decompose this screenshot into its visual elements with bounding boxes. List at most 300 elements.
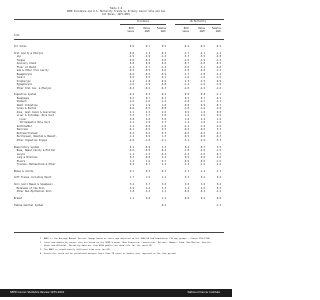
mortality-cell: -0.9 bbox=[183, 159, 189, 163]
mortality-cell: -1.6 bbox=[183, 58, 189, 62]
mortality-cell: 1.4 bbox=[184, 186, 189, 190]
site-label: Pleura bbox=[14, 159, 26, 163]
incidence-cell: 2.2 bbox=[145, 190, 150, 194]
site-label: Bones & Joints bbox=[14, 169, 34, 173]
footnote bbox=[40, 238, 218, 241]
mortality-cell: -3.3 bbox=[215, 138, 221, 142]
mortality-cell: 0.5 bbox=[216, 186, 221, 190]
mortality-col-header: Both Sexes bbox=[182, 27, 189, 33]
mortality-cell: 0.9 bbox=[216, 114, 221, 118]
footnote-text: The AAPC is significantly different from zero (p<.05). bbox=[44, 249, 112, 252]
incidence-cell: -1.8 bbox=[144, 138, 150, 142]
mortality-cell: -0.2 bbox=[199, 190, 205, 194]
mortality-cell: -2.8 bbox=[183, 100, 189, 104]
site-label: Other Oral Cav. & Pharynx bbox=[14, 86, 52, 90]
incidence-cell: 2.3 bbox=[161, 121, 166, 125]
incidence-cell: 3.0 bbox=[161, 183, 166, 187]
incidence-cell: 0.1 bbox=[129, 145, 134, 149]
incidence-cell: -1.6 bbox=[128, 100, 134, 104]
mortality-cell: -1.7 bbox=[183, 72, 189, 76]
incidence-cell: -1.8 bbox=[144, 79, 150, 83]
incidence-cell: -0.8 bbox=[160, 107, 166, 111]
data-table bbox=[14, 45, 224, 207]
incidence-group-header: Incidence bbox=[137, 20, 149, 23]
incidence-cell: -0.6 bbox=[128, 72, 134, 76]
site-label: Hypopharynx bbox=[14, 83, 32, 87]
incidence-cell: -0.8 bbox=[144, 156, 150, 160]
incidence-cell: 1.2 bbox=[161, 163, 166, 167]
mortality-cell: -2.9 bbox=[199, 138, 205, 142]
incidence-cell: 0.7 bbox=[161, 159, 166, 163]
mortality-cell: -2.0 bbox=[183, 86, 189, 90]
incidence-cell: -2.0 bbox=[128, 138, 134, 142]
site-label: Colon & Rectum bbox=[14, 107, 37, 111]
mortality-cell: -2.6 bbox=[215, 124, 221, 128]
mortality-cell: 0.4 bbox=[184, 145, 189, 149]
table-row bbox=[14, 170, 224, 174]
mortality-cell: -1.6 bbox=[199, 83, 205, 87]
mortality-cell: 1.4 bbox=[216, 121, 221, 125]
mortality-cell: -0.6 bbox=[199, 128, 205, 132]
incidence-cell: 0.5 bbox=[145, 76, 150, 80]
incidence-cell: -0.9 bbox=[160, 72, 166, 76]
mortality-cell: -0.7 bbox=[183, 62, 189, 66]
mortality-cell: -2.7 bbox=[199, 100, 205, 104]
mortality-cell: -2.0 bbox=[215, 107, 221, 111]
footnote-number: 2 bbox=[40, 242, 42, 245]
table-caption bbox=[0, 7, 232, 16]
mortality-cell: -0.2 bbox=[215, 45, 221, 48]
incidence-cell: 1.8 bbox=[129, 190, 134, 194]
footnote-number: 3 bbox=[40, 249, 42, 252]
site-label: Lip bbox=[14, 55, 21, 59]
incidence-cell: -1.6 bbox=[160, 124, 166, 128]
header-rule bbox=[14, 39, 224, 40]
mortality-cell: -1.6 bbox=[199, 107, 205, 111]
incidence-cell: -0.4 bbox=[160, 152, 166, 156]
footnote bbox=[40, 253, 218, 256]
site-label: Lung & Bronchus bbox=[14, 156, 38, 160]
mortality-cell: -1.4 bbox=[199, 169, 205, 173]
incidence-cell: -1.4 bbox=[160, 65, 166, 69]
incidence-cell: 1.4 bbox=[129, 159, 134, 163]
incidence-cell: 1.9 bbox=[129, 103, 134, 107]
incidence-cell: 0.7 bbox=[145, 163, 150, 167]
mortality-cell: -1.6 bbox=[199, 76, 205, 80]
site-label: Esophagus bbox=[14, 96, 30, 100]
mortality-cell: -1.5 bbox=[199, 79, 205, 83]
incidence-cell: -0.9 bbox=[144, 145, 150, 149]
incidence-cell: 0.5 bbox=[129, 76, 134, 80]
mortality-cell: 0.4 bbox=[200, 176, 205, 180]
mortality-cell: 0.2 bbox=[216, 176, 221, 180]
incidence-cell: -0.1 bbox=[160, 96, 166, 100]
incidence-cell: 0.1 bbox=[129, 169, 134, 173]
incidence-cell: 3.0 bbox=[161, 117, 166, 121]
incidence-group-rule bbox=[120, 24, 166, 25]
mortality-cell: -0.6 bbox=[199, 159, 205, 163]
incidence-cell: -1.1 bbox=[128, 152, 134, 156]
site-label: Trachea, Mediastinum & Other bbox=[14, 163, 56, 167]
incidence-cell: 1.9 bbox=[145, 176, 150, 180]
site-label: Retroperitoneum bbox=[14, 131, 38, 135]
mortality-cell: -0.7 bbox=[215, 152, 221, 156]
site-label: Digestive System bbox=[14, 93, 37, 97]
bottom-rule bbox=[14, 232, 224, 233]
mortality-cell: -1.1 bbox=[215, 93, 221, 97]
incidence-cell: -2.2 bbox=[128, 65, 134, 69]
incidence-cell: -0.6 bbox=[128, 107, 134, 111]
incidence-cell: 1.1 bbox=[129, 196, 134, 200]
incidence-cell: -0.8 bbox=[128, 51, 134, 55]
incidence-cell: 4.0 bbox=[145, 117, 150, 121]
mortality-cell: -3.5 bbox=[199, 55, 205, 59]
mortality-cell: -1.5 bbox=[199, 163, 205, 167]
mortality-cell: -1.3 bbox=[183, 169, 189, 173]
mortality-cell: -3.1 bbox=[183, 138, 189, 142]
table-number: Table I-6 bbox=[109, 7, 123, 10]
site-label: Peritoneum, Omentum & Mesent. bbox=[14, 135, 57, 139]
mortality-cell: -2.2 bbox=[199, 86, 205, 90]
table-row bbox=[14, 190, 224, 194]
mortality-cell: -3.0 bbox=[183, 65, 189, 69]
incidence-cell: 3.7 bbox=[145, 114, 150, 118]
mortality-cell: -2.8 bbox=[215, 55, 221, 59]
footer-publication: SEER Cancer Statistics Review 1975-2001 bbox=[10, 291, 65, 294]
incidence-cell: -1.4 bbox=[160, 55, 166, 59]
table-row bbox=[14, 204, 224, 208]
mortality-cell: -0.7 bbox=[199, 145, 205, 149]
incidence-cell: 3.5 bbox=[129, 114, 134, 118]
incidence-cell: -0.6 bbox=[128, 149, 134, 153]
site-label: Tongue bbox=[14, 58, 26, 62]
mortality-cell: -0.8 bbox=[199, 135, 205, 139]
mortality-cell: 1.6 bbox=[200, 183, 205, 187]
mortality-cell: -1.3 bbox=[215, 169, 221, 173]
mortality-cell: -1.6 bbox=[183, 76, 189, 80]
incidence-cell: 1.4 bbox=[161, 176, 166, 180]
site-label: Small Intestine bbox=[14, 103, 38, 107]
site-label: Melanoma of the Skin bbox=[14, 186, 45, 190]
incidence-cell: 0.9 bbox=[145, 135, 150, 139]
incidence-cell: 0.3 bbox=[129, 156, 134, 160]
mortality-cell: -0.8 bbox=[215, 196, 221, 200]
incidence-cell: -0.2 bbox=[160, 149, 166, 153]
mortality-group-header: US Mortality bbox=[190, 20, 206, 23]
mortality-cell: -1.2 bbox=[215, 190, 221, 194]
site-label: Female Genital System bbox=[14, 203, 44, 207]
mortality-cell: 0.7 bbox=[200, 96, 205, 100]
mortality-cell: 1.0 bbox=[200, 121, 205, 125]
mortality-cell: -1.3 bbox=[215, 203, 221, 207]
incidence-cell: -0.5 bbox=[128, 69, 134, 73]
footnote bbox=[40, 242, 218, 247]
mortality-cell: 0.4 bbox=[200, 196, 205, 200]
mortality-cell: -1.6 bbox=[215, 159, 221, 163]
table-row bbox=[14, 139, 224, 143]
mortality-cell: 0.5 bbox=[184, 156, 189, 160]
mortality-cell: -1.2 bbox=[215, 51, 221, 55]
incidence-cell: -0.1 bbox=[160, 169, 166, 173]
mortality-cell: -3.1 bbox=[199, 65, 205, 69]
mortality-cell: 2.0 bbox=[200, 114, 205, 118]
site-label: Tonsil bbox=[14, 76, 26, 80]
incidence-cell: 1.7 bbox=[129, 176, 134, 180]
mortality-cell: 0.3 bbox=[184, 176, 189, 180]
site-label: Other Digestive Organs bbox=[14, 138, 48, 142]
mortality-cell: 0.9 bbox=[184, 110, 189, 114]
incidence-cell: 2.2 bbox=[145, 110, 150, 114]
table-row bbox=[14, 87, 224, 91]
incidence-cell: 2.0 bbox=[161, 110, 166, 114]
incidence-col-header: Females AAPC bbox=[156, 27, 166, 33]
site-label: Breast bbox=[14, 196, 23, 200]
incidence-cell: -1.9 bbox=[144, 83, 150, 87]
mortality-cell: -0.8 bbox=[199, 93, 205, 97]
mortality-cell: -1.8 bbox=[183, 107, 189, 111]
incidence-cell: -0.3 bbox=[160, 51, 166, 55]
incidence-cell: 3.4 bbox=[129, 183, 134, 187]
site-label: Nasopharynx bbox=[14, 72, 32, 76]
incidence-cell: 2.1 bbox=[129, 121, 134, 125]
mortality-col-header: Males AAPC bbox=[198, 27, 205, 33]
incidence-cell: -0.1 bbox=[128, 128, 134, 132]
incidence-cell: 0.7 bbox=[145, 45, 150, 48]
mortality-cell: -2.8 bbox=[215, 65, 221, 69]
incidence-cell: 0.5 bbox=[145, 131, 150, 135]
mortality-cell: -1.8 bbox=[183, 69, 189, 73]
page-footer bbox=[0, 289, 232, 297]
incidence-cell: -0.9 bbox=[144, 149, 150, 153]
mortality-cell: -0.4 bbox=[183, 45, 189, 48]
incidence-cell: -0.9 bbox=[144, 69, 150, 73]
incidence-cell: 2.4 bbox=[161, 156, 166, 160]
mortality-cell: 1.0 bbox=[200, 110, 205, 114]
mortality-cell: -1.4 bbox=[215, 69, 221, 73]
mortality-cell: -0.7 bbox=[215, 103, 221, 107]
incidence-cell: -0.4 bbox=[160, 203, 166, 207]
incidence-cell: 0.3 bbox=[161, 128, 166, 132]
incidence-cell: 1.9 bbox=[145, 103, 150, 107]
incidence-cell: -0.6 bbox=[160, 79, 166, 83]
site-label: Other Non-Epithelial Skin bbox=[14, 190, 52, 194]
incidence-cell: 2.3 bbox=[161, 145, 166, 149]
site-label: Salivary Gland bbox=[14, 62, 37, 66]
incidence-cell: 1.2 bbox=[129, 135, 134, 139]
incidence-cell: 0.6 bbox=[161, 62, 166, 66]
mortality-cell: -0.8 bbox=[183, 103, 189, 107]
table-subtitle: All Races, 1975-2001 bbox=[102, 13, 130, 16]
mortality-cell: -1.5 bbox=[215, 76, 221, 80]
mortality-cell: -0.5 bbox=[199, 131, 205, 135]
incidence-cell: -0.5 bbox=[144, 128, 150, 132]
incidence-cell: -1.6 bbox=[128, 83, 134, 87]
mortality-cell: -0.6 bbox=[199, 156, 205, 160]
mortality-cell: 1.0 bbox=[184, 183, 189, 187]
mortality-cell: -2.0 bbox=[199, 69, 205, 73]
incidence-cell: -2.9 bbox=[144, 55, 150, 59]
incidence-cell: -1.4 bbox=[160, 100, 166, 104]
mortality-cell: -1.0 bbox=[215, 163, 221, 167]
table-row bbox=[14, 176, 224, 180]
incidence-cell: -1.4 bbox=[128, 79, 134, 83]
table-row bbox=[14, 45, 224, 49]
incidence-cell: 0.3 bbox=[161, 131, 166, 135]
incidence-cell: 1.6 bbox=[145, 159, 150, 163]
site-label: Respiratory System bbox=[14, 145, 39, 149]
incidence-cell: 0.6 bbox=[129, 45, 134, 48]
incidence-cell: 1.3 bbox=[161, 135, 166, 139]
site-label: Gallbladder bbox=[14, 124, 32, 128]
mortality-cell: -1.6 bbox=[199, 152, 205, 156]
incidence-cell: 3.8 bbox=[129, 117, 134, 121]
mortality-cell: -1.2 bbox=[215, 58, 221, 62]
incidence-cell: 0.8 bbox=[145, 196, 150, 200]
incidence-cell: -0.5 bbox=[144, 107, 150, 111]
mortality-cell: -0.6 bbox=[183, 131, 189, 135]
site-column-header: Site bbox=[14, 34, 20, 37]
incidence-cell: -1.6 bbox=[144, 100, 150, 104]
incidence-cell: 0.8 bbox=[129, 62, 134, 66]
mortality-cell: 1.2 bbox=[184, 121, 189, 125]
incidence-cell: -1.4 bbox=[128, 124, 134, 128]
mortality-cell: -0.5 bbox=[183, 135, 189, 139]
incidence-cell: -0.3 bbox=[144, 93, 150, 97]
mortality-cell: -2.0 bbox=[199, 149, 205, 153]
mortality-cell: 1.0 bbox=[216, 117, 221, 121]
incidence-cell: 1.9 bbox=[145, 121, 150, 125]
mortality-cell: -0.5 bbox=[215, 62, 221, 66]
table-row bbox=[14, 197, 224, 201]
footnotes bbox=[40, 238, 218, 258]
incidence-cell: 0.1 bbox=[161, 76, 166, 80]
mortality-cell: -0.9 bbox=[199, 103, 205, 107]
incidence-cell: 0.9 bbox=[145, 62, 150, 66]
mortality-cell: 0.8 bbox=[216, 110, 221, 114]
mortality-cell: -1.0 bbox=[199, 62, 205, 66]
site-label: Liver bbox=[14, 117, 27, 121]
incidence-col-header: Males AAPC bbox=[143, 27, 150, 33]
footnote-text: AAPC is the Average Annual Percent Change based on rates age-adjusted to the 2000 US Std Population (19 age groups - Census P25-1130). bbox=[44, 238, 212, 240]
mortality-cell: 2.2 bbox=[200, 117, 205, 121]
footnote-number: 4 bbox=[40, 253, 42, 256]
mortality-cell: 0.2 bbox=[216, 183, 221, 187]
incidence-cell: 0.0 bbox=[161, 58, 166, 62]
mortality-cell: -0.8 bbox=[183, 196, 189, 200]
footnote-number: 1 bbox=[40, 238, 42, 240]
incidence-cell: -0.4 bbox=[128, 93, 134, 97]
incidence-cell: -1.3 bbox=[144, 152, 150, 156]
mortality-cell: 2.0 bbox=[200, 186, 205, 190]
mortality-cell: -1.7 bbox=[183, 51, 189, 55]
incidence-cell: -0.4 bbox=[128, 86, 134, 90]
incidence-cell: -1.3 bbox=[144, 51, 150, 55]
mortality-cell: -1.3 bbox=[183, 163, 189, 167]
incidence-cell: 2.1 bbox=[129, 110, 134, 114]
footnote-text: Statistics could not be calculated because fewer than 16 cases or deaths were reported in the time period. bbox=[44, 253, 177, 256]
incidence-cell: 4.4 bbox=[145, 186, 150, 190]
site-label: Gum & Other Oral Cavity bbox=[14, 69, 49, 73]
site-label: Soft Tissue including Heart bbox=[14, 176, 52, 180]
incidence-cell: -0.6 bbox=[160, 93, 166, 97]
mortality-cell: 2.5 bbox=[216, 145, 221, 149]
site-label: Liver & Intrahep. Bile Duct bbox=[14, 114, 55, 118]
site-label: Intrahepatic Bile Duct bbox=[14, 121, 50, 125]
site-label: Oropharynx bbox=[14, 79, 31, 83]
incidence-col-header: Both Sexes bbox=[127, 27, 134, 33]
mortality-cell: -3.1 bbox=[215, 100, 221, 104]
incidence-cell: -0.6 bbox=[144, 86, 150, 90]
incidence-cell: 3.7 bbox=[145, 183, 150, 187]
mortality-cell: -3.3 bbox=[183, 55, 189, 59]
mortality-cell: 1.6 bbox=[184, 114, 189, 118]
incidence-cell: 1.1 bbox=[161, 190, 166, 194]
footnote bbox=[40, 249, 218, 252]
mortality-cell: -1.6 bbox=[215, 86, 221, 90]
mortality-cell: -0.3 bbox=[215, 135, 221, 139]
mortality-cell: -1.8 bbox=[199, 72, 205, 76]
incidence-cell: -2.7 bbox=[144, 65, 150, 69]
footnote-text: Cases and deaths by cancer site are based on the SEER 9 areas (San Francisco, Connecticut, Detroit, Hawaii, Iowa, New Mexico, Seattle, Utah, and Atlanta). Mortality data are from NCHS public use data file for the total US. bbox=[44, 242, 212, 247]
incidence-cell: 0.7 bbox=[145, 96, 150, 100]
site-label: Anus, Anal Canal & Anorectum bbox=[14, 110, 56, 114]
incidence-cell: 0.5 bbox=[161, 45, 166, 48]
incidence-cell: 0.5 bbox=[129, 96, 134, 100]
mortality-cell: -1.3 bbox=[183, 79, 189, 83]
mortality-cell: -0.5 bbox=[199, 45, 205, 48]
incidence-cell: -0.2 bbox=[144, 58, 150, 62]
site-label: Nose, Nasal Cavity & Mid Ear bbox=[14, 149, 56, 153]
incidence-cell: 1.8 bbox=[161, 103, 166, 107]
incidence-cell: -0.3 bbox=[160, 86, 166, 90]
mortality-cell: -1.0 bbox=[215, 83, 221, 87]
site-label: Skin (excl Basal & Squamous) bbox=[14, 183, 53, 187]
footer-institute: National Cancer Institute bbox=[187, 291, 220, 294]
incidence-cell: 0.9 bbox=[129, 163, 134, 167]
incidence-cell: 0.0 bbox=[161, 69, 166, 73]
mortality-cell: -1.4 bbox=[183, 83, 189, 87]
incidence-cell: 0.4 bbox=[129, 131, 134, 135]
site-label: Floor of Mouth bbox=[14, 65, 37, 69]
mortality-cell: -1.4 bbox=[183, 152, 189, 156]
site-label: Stomach bbox=[14, 100, 27, 104]
mortality-col-header: Females AAPC bbox=[211, 27, 221, 33]
incidence-cell: 0.2 bbox=[145, 169, 150, 173]
mortality-cell: -0.1 bbox=[215, 96, 221, 100]
incidence-cell: 2.8 bbox=[161, 114, 166, 118]
site-label: Pancreas bbox=[14, 128, 28, 132]
mortality-group-rule bbox=[175, 24, 221, 25]
mortality-cell: 1.8 bbox=[184, 117, 189, 121]
incidence-cell: -2.9 bbox=[128, 55, 134, 59]
incidence-cell: 1.2 bbox=[161, 196, 166, 200]
mortality-cell: -0.2 bbox=[183, 128, 189, 132]
incidence-cell: 3.3 bbox=[161, 186, 166, 190]
mortality-cell: -2.4 bbox=[183, 124, 189, 128]
mortality-cell: 0.5 bbox=[184, 96, 189, 100]
site-label: Oral Cavity & Pharynx bbox=[14, 51, 44, 55]
incidence-cell: -0.8 bbox=[160, 83, 166, 87]
mortality-cell: 0.3 bbox=[216, 128, 221, 132]
mortality-cell: -1.9 bbox=[199, 58, 205, 62]
mortality-cell: -0.7 bbox=[215, 131, 221, 135]
mortality-cell: -0.9 bbox=[183, 93, 189, 97]
site-label: Larynx bbox=[14, 152, 26, 156]
mortality-cell: -0.6 bbox=[183, 190, 189, 194]
mortality-cell: -1.5 bbox=[215, 149, 221, 153]
mortality-cell: -2.1 bbox=[199, 51, 205, 55]
incidence-cell: 3.9 bbox=[129, 186, 134, 190]
